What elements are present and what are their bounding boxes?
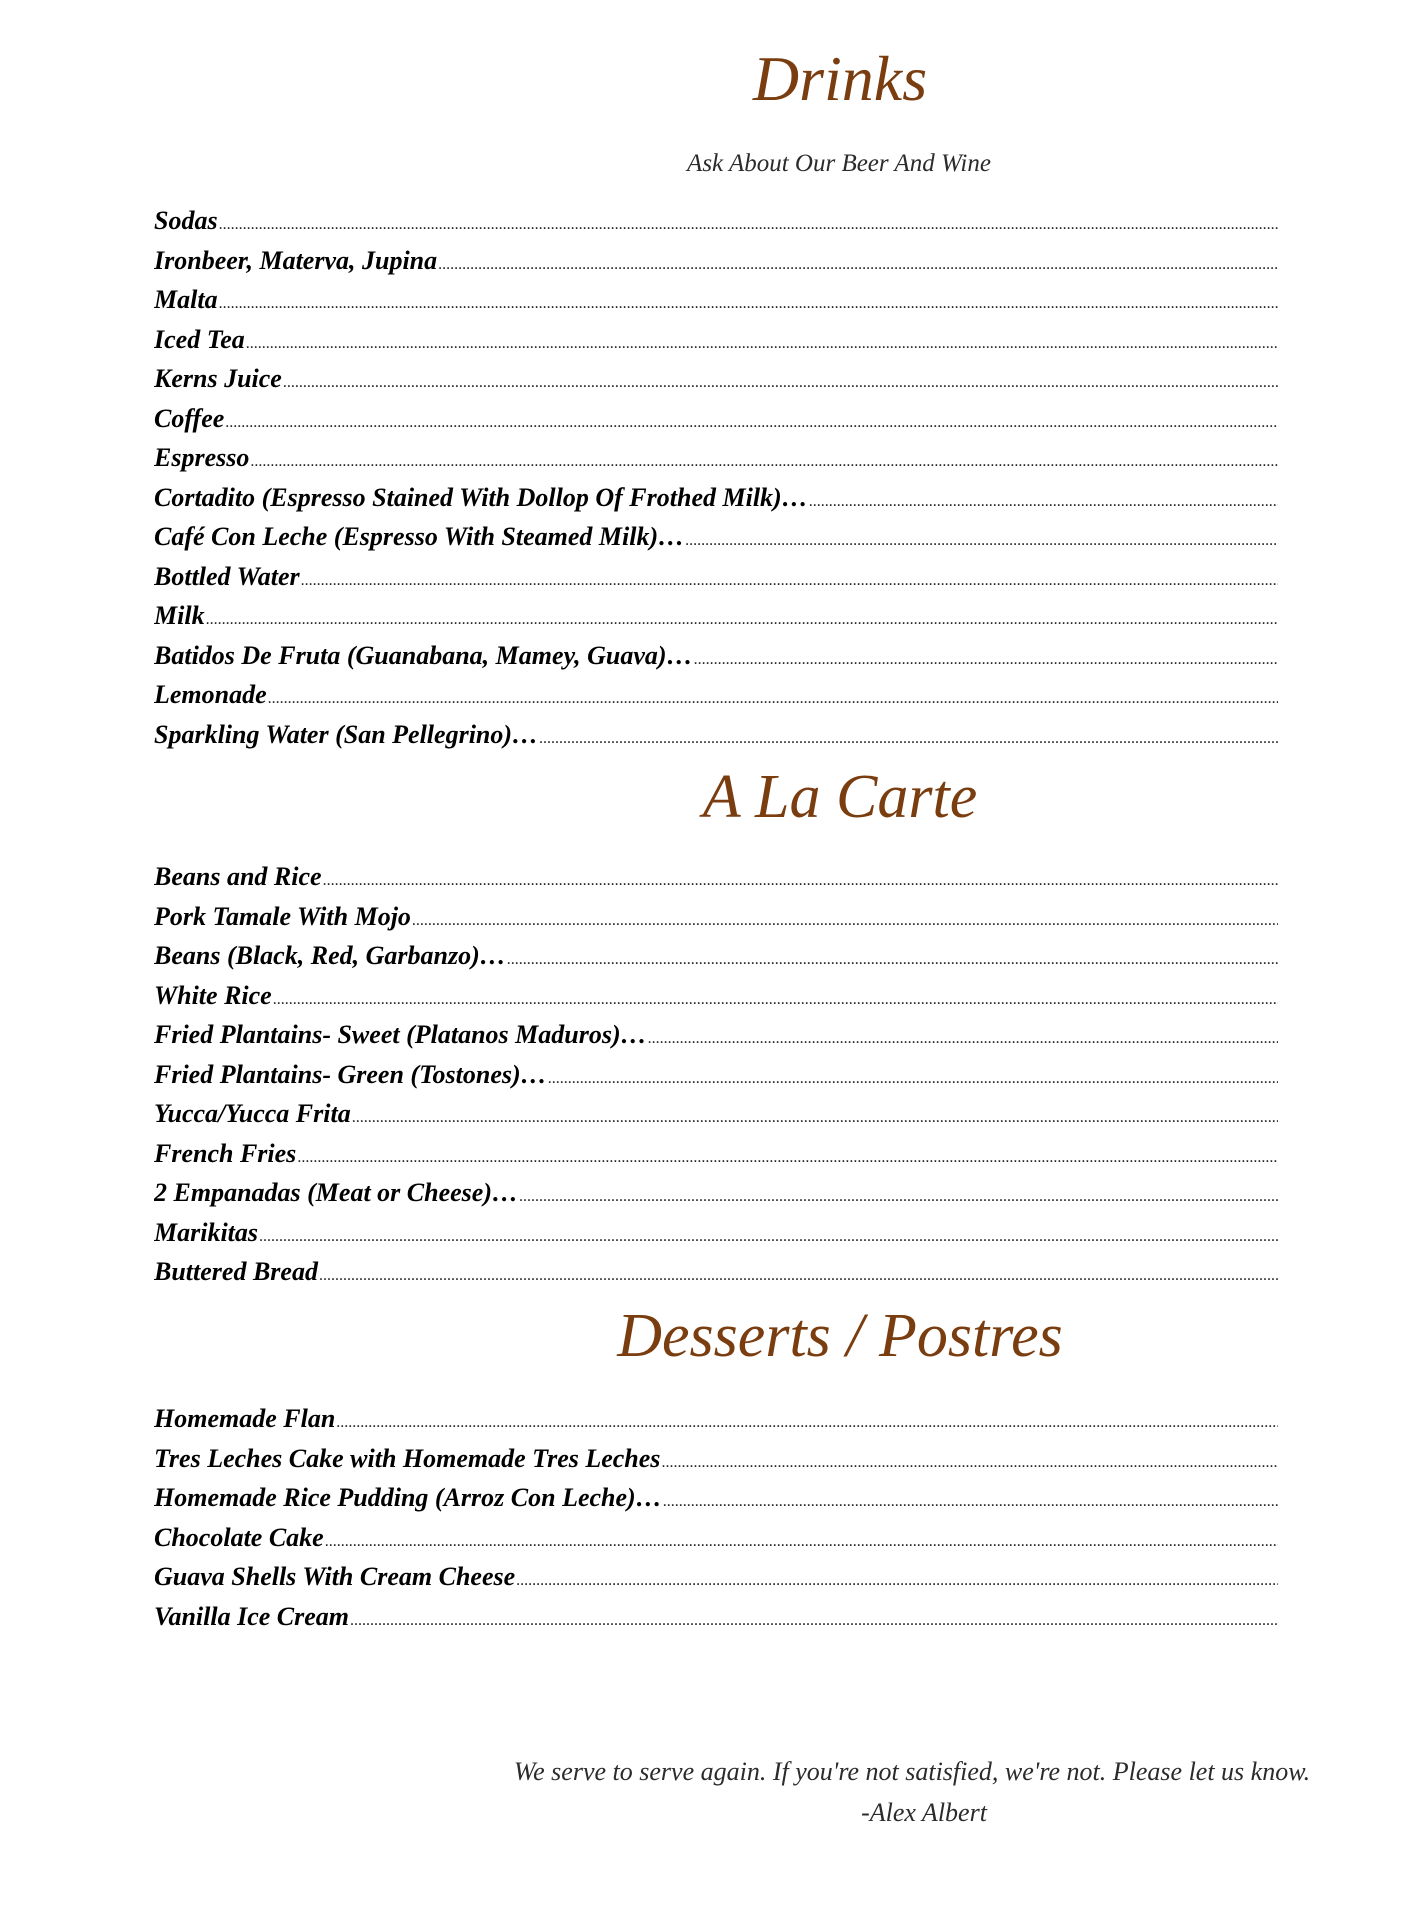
menu-item-name: Kerns Juice bbox=[154, 364, 282, 393]
dot-leader bbox=[268, 690, 1278, 708]
menu-item-name: Buttered Bread bbox=[154, 1257, 318, 1286]
menu-item bbox=[154, 601, 1278, 641]
menu-item bbox=[154, 1523, 1278, 1563]
a-la-carte-list bbox=[154, 862, 1278, 1297]
menu-item bbox=[154, 1060, 1278, 1100]
menu-item-name: Fried Plantains- Sweet (Platanos Maduros)… bbox=[154, 1020, 647, 1049]
menu-item-name: Homemade Flan bbox=[154, 1404, 336, 1433]
menu-item bbox=[154, 641, 1278, 681]
menu-item bbox=[154, 562, 1278, 602]
menu-item-name: French Fries bbox=[154, 1138, 297, 1168]
dot-leader bbox=[325, 1533, 1278, 1551]
menu-item bbox=[154, 522, 1278, 562]
dot-leader bbox=[283, 374, 1278, 392]
menu-item bbox=[154, 1218, 1278, 1258]
menu-item-name: Chocolate Cake bbox=[154, 1522, 324, 1552]
menu-item bbox=[154, 206, 1278, 246]
drinks-heading: Drinks bbox=[752, 43, 928, 114]
menu-item bbox=[154, 720, 1278, 760]
dot-leader bbox=[507, 951, 1278, 969]
menu-item bbox=[154, 1178, 1278, 1218]
dot-leader bbox=[206, 611, 1278, 629]
menu-item-name: Batidos De Fruta (Guanabana, Mamey, Guava)… bbox=[154, 640, 693, 670]
menu-item-name: Ironbeer, Materva, Jupina bbox=[154, 245, 438, 275]
menu-item-name: Milk bbox=[154, 601, 205, 630]
dot-leader bbox=[809, 493, 1278, 511]
dot-leader bbox=[539, 730, 1278, 748]
menu-item bbox=[154, 1444, 1278, 1484]
menu-item-name: Yucca/Yucca Frita bbox=[154, 1099, 351, 1128]
menu-item-name: Coffee bbox=[154, 403, 225, 433]
dot-leader bbox=[301, 572, 1278, 590]
menu-item bbox=[154, 1602, 1278, 1642]
footer-quote: We serve to serve again. If you're not satisfied, we're not. Please let us know. bbox=[513, 1757, 1311, 1786]
dot-leader bbox=[648, 1030, 1278, 1048]
footer-author: -Alex Albert bbox=[861, 1798, 987, 1827]
menu-item-name: 2 Empanadas (Meat or Cheese)… bbox=[154, 1178, 518, 1207]
dot-leader bbox=[219, 216, 1278, 234]
dot-leader bbox=[685, 532, 1278, 550]
menu-item-name: Guava Shells With Cream Cheese bbox=[154, 1562, 516, 1591]
dot-leader bbox=[259, 1228, 1278, 1246]
dot-leader bbox=[219, 295, 1278, 313]
dot-leader bbox=[412, 912, 1278, 930]
menu-item-name: Cortadito (Espresso Stained With Dollop Of Frothed Milk)… bbox=[154, 482, 808, 512]
drinks-subtitle: Ask About Our Beer And Wine bbox=[687, 150, 991, 177]
menu-item bbox=[154, 1483, 1278, 1523]
menu-item-name: Sparkling Water (San Pellegrino)… bbox=[154, 719, 539, 749]
menu-item bbox=[154, 285, 1278, 325]
menu-item-name: Espresso bbox=[154, 443, 250, 472]
menu-item-name: Vanilla Ice Cream bbox=[154, 1601, 350, 1631]
dot-leader bbox=[663, 1493, 1278, 1511]
dot-leader bbox=[350, 1612, 1278, 1630]
menu-item-name: Café Con Leche (Espresso With Steamed Milk)… bbox=[154, 522, 685, 551]
menu-item bbox=[154, 1099, 1278, 1139]
menu-item-name: Bottled Water bbox=[154, 561, 300, 591]
dot-leader bbox=[273, 991, 1278, 1009]
menu-item bbox=[154, 1020, 1278, 1060]
menu-item-name: Lemonade bbox=[154, 680, 267, 709]
dot-leader bbox=[438, 256, 1278, 274]
menu-item-name: Pork Tamale With Mojo bbox=[154, 901, 411, 931]
dot-leader bbox=[352, 1109, 1278, 1127]
menu-item bbox=[154, 1257, 1278, 1297]
dot-leader bbox=[661, 1454, 1278, 1472]
menu-item bbox=[154, 246, 1278, 286]
menu-item bbox=[154, 862, 1278, 902]
menu-item-name: Iced Tea bbox=[154, 324, 245, 354]
menu-item-name: Homemade Rice Pudding (Arroz Con Leche)… bbox=[154, 1483, 662, 1512]
desserts-list bbox=[154, 1404, 1278, 1641]
drinks-list bbox=[154, 206, 1278, 759]
dot-leader bbox=[250, 453, 1278, 471]
dot-leader bbox=[297, 1149, 1278, 1167]
menu-item bbox=[154, 941, 1278, 981]
menu-item bbox=[154, 1139, 1278, 1179]
dot-leader bbox=[694, 651, 1278, 669]
menu-item-name: Tres Leches Cake with Homemade Tres Leches bbox=[154, 1443, 661, 1473]
dot-leader bbox=[319, 1267, 1278, 1285]
menu-item bbox=[154, 443, 1278, 483]
menu-item bbox=[154, 902, 1278, 942]
menu-item-name: Beans and Rice bbox=[154, 862, 322, 891]
menu-item bbox=[154, 404, 1278, 444]
menu-item bbox=[154, 325, 1278, 365]
menu-item-name: Beans (Black, Red, Garbanzo)… bbox=[154, 941, 506, 970]
menu-item-name: White Rice bbox=[154, 980, 272, 1010]
dot-leader bbox=[548, 1070, 1278, 1088]
dot-leader bbox=[246, 335, 1278, 353]
menu-item bbox=[154, 1562, 1278, 1602]
menu-item-name: Sodas bbox=[154, 206, 218, 235]
dot-leader bbox=[516, 1572, 1278, 1590]
desserts-heading: Desserts / Postres bbox=[617, 1302, 1063, 1370]
menu-item-name: Fried Plantains- Green (Tostones)… bbox=[154, 1059, 547, 1089]
menu-item bbox=[154, 483, 1278, 523]
dot-leader bbox=[225, 414, 1278, 432]
menu-item-name: Malta bbox=[154, 285, 218, 314]
menu-item-name: Marikitas bbox=[154, 1217, 259, 1247]
dot-leader bbox=[336, 1414, 1278, 1432]
menu-item bbox=[154, 981, 1278, 1021]
dot-leader bbox=[323, 872, 1278, 890]
a-la-carte-heading: A La Carte bbox=[702, 763, 978, 831]
menu-item bbox=[154, 1404, 1278, 1444]
dot-leader bbox=[519, 1188, 1278, 1206]
menu-item bbox=[154, 680, 1278, 720]
menu-item bbox=[154, 364, 1278, 404]
